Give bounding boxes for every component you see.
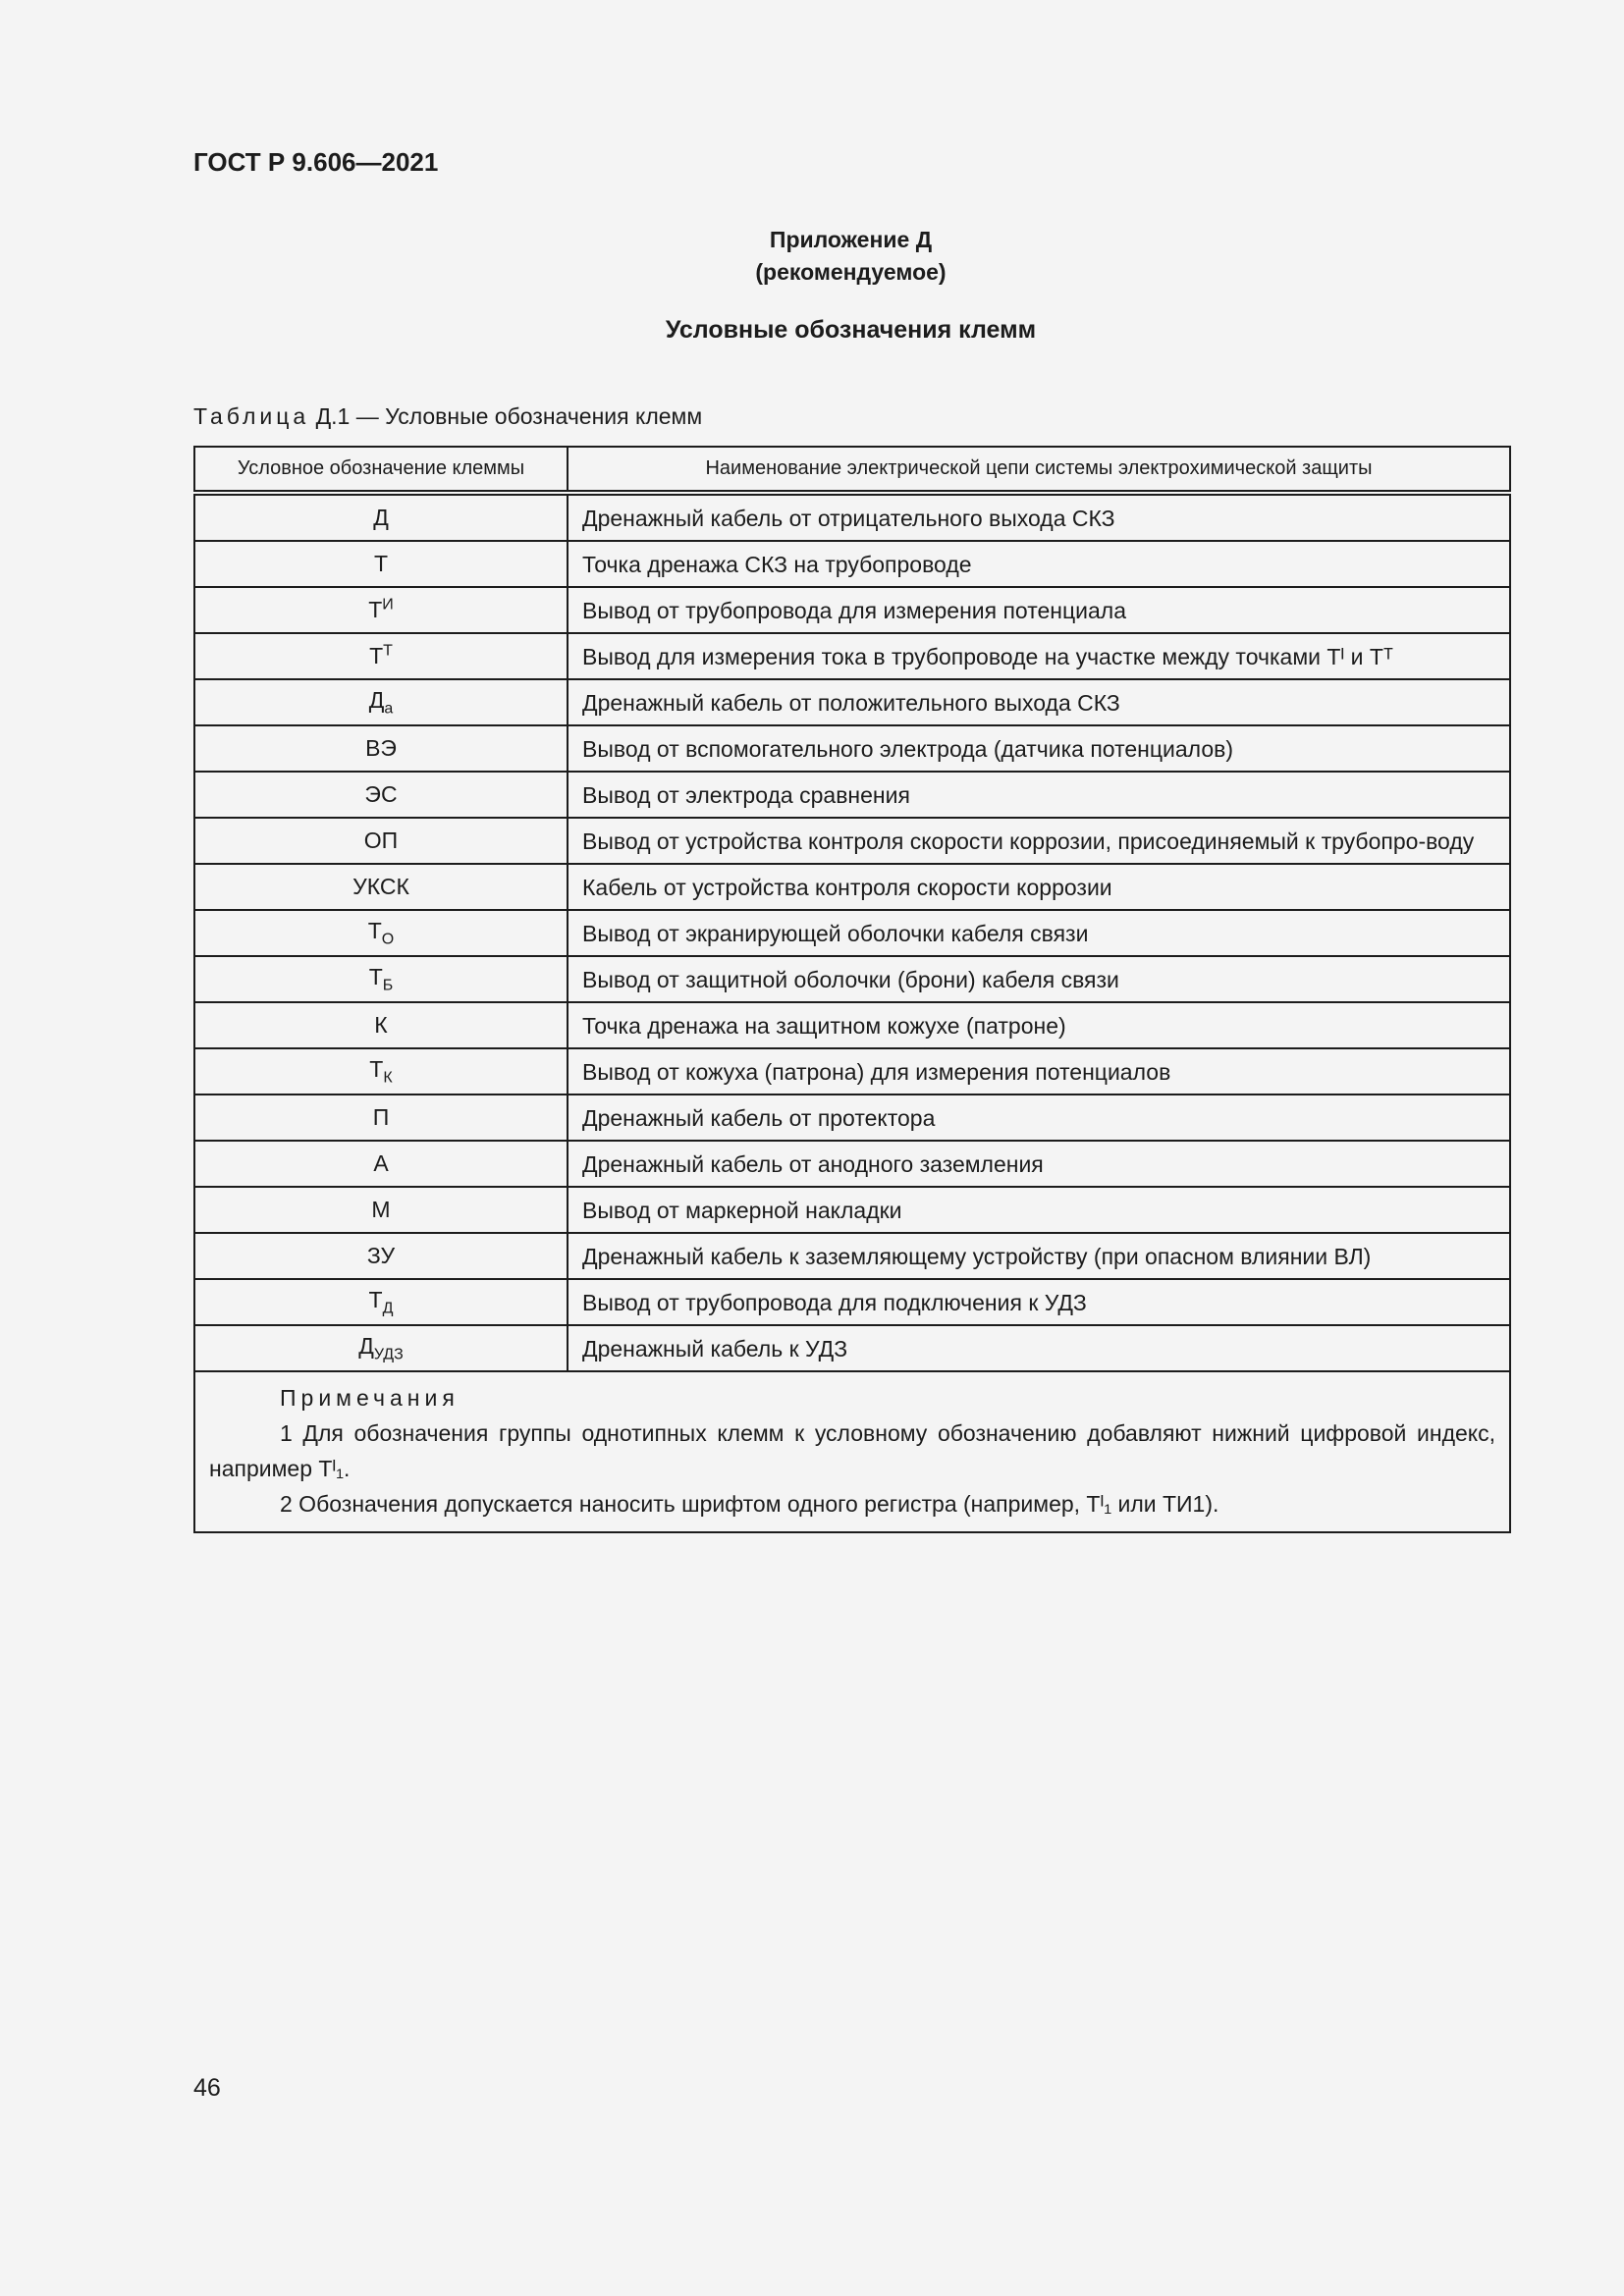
terminal-symbol-cell — [194, 910, 568, 956]
circuit-name-cell: Вывод от маркерной накладки — [568, 1187, 1510, 1233]
terminal-symbol — [371, 1197, 390, 1222]
terminal-symbol — [368, 597, 394, 622]
circuit-name-cell: Вывод от трубопровода для подключения к УДЗ — [568, 1279, 1510, 1325]
table-header-row — [194, 447, 1510, 493]
table-row — [194, 541, 1510, 587]
terminal-symbol-base: Д — [368, 686, 385, 713]
circuit-name-cell: Дренажный кабель от положительного выхода СКЗ — [568, 679, 1510, 725]
terminal-symbol-base: Т — [368, 963, 383, 989]
terminal-symbol — [352, 874, 409, 899]
table-row — [194, 1325, 1510, 1371]
terminal-symbol-subscript: О — [381, 931, 395, 948]
table-row — [194, 818, 1510, 864]
circuit-name-cell: Дренажный кабель от отрицательного выхода СКЗ — [568, 493, 1510, 541]
table-row — [194, 587, 1510, 633]
circuit-name-cell: Вывод от экранирующей оболочки кабеля связи — [568, 910, 1510, 956]
terminal-symbol-base: Т — [368, 597, 383, 623]
terminal-symbol-base: УКСК — [352, 874, 409, 899]
table-row — [194, 1279, 1510, 1325]
terminal-symbol-base: ВЭ — [365, 735, 397, 761]
column-header-symbol: Условное обозначение клеммы — [194, 447, 568, 493]
terminal-symbol — [364, 781, 397, 807]
column-header-circuit-name: Наименование электрической цепи системы электрохимической защиты — [568, 447, 1510, 493]
terminal-symbol — [373, 1104, 390, 1130]
notes-title: Примечания — [280, 1385, 460, 1411]
circuit-name-cell: Вывод от защитной оболочки (брони) кабеля связи — [568, 956, 1510, 1002]
terminal-symbol — [369, 643, 393, 668]
terminal-symbol-base: Д — [373, 505, 389, 530]
table-caption-text: Д.1 — Условные обозначения клемм — [315, 403, 703, 429]
terminal-symbol — [365, 735, 397, 761]
terminal-symbol-cell — [194, 1325, 568, 1371]
circuit-name-cell: Точка дренажа на защитном кожухе (патроне) — [568, 1002, 1510, 1048]
table-row — [194, 633, 1510, 679]
terminal-symbol-cell — [194, 1095, 568, 1141]
terminal-symbol — [367, 1243, 395, 1268]
circuit-name-cell: Вывод от устройства контроля скорости коррозии, присоединяемый к трубопро-воду — [568, 818, 1510, 864]
circuit-name-cell: Дренажный кабель к заземляющему устройству (при опасном влиянии ВЛ) — [568, 1233, 1510, 1279]
table-row — [194, 1187, 1510, 1233]
terminal-symbol-subscript: УДЗ — [373, 1346, 404, 1363]
terminal-symbol-base: ОП — [363, 828, 399, 853]
terminal-symbol-base: Т — [373, 551, 389, 576]
terminal-symbol-subscript: Д — [382, 1300, 394, 1317]
terminal-symbol-base: А — [373, 1150, 389, 1176]
terminal-symbol-cell — [194, 633, 568, 679]
notes-row — [194, 1371, 1510, 1532]
terminal-symbol-base: ЭС — [364, 781, 398, 807]
appendix-title: Приложение Д — [769, 227, 933, 252]
table-row — [194, 679, 1510, 725]
table-caption — [193, 403, 702, 430]
terminal-symbol — [368, 1286, 394, 1317]
terminal-symbol-base: Т — [369, 1055, 384, 1082]
terminal-symbol-cell — [194, 1048, 568, 1095]
terminal-symbol-cell — [194, 1141, 568, 1187]
terminal-symbol-subscript: К — [383, 1069, 393, 1087]
terminal-symbol — [364, 828, 398, 853]
note-item: 1 Для обозначения группы однотипных клемм к условному обозначению добавляют нижний цифровой индекс, например Тᴵ₁. — [209, 1420, 1495, 1481]
terminal-symbol-base: ЗУ — [366, 1243, 396, 1268]
circuit-name-cell: Вывод от вспомогательного электрода (датчика потенциалов) — [568, 725, 1510, 772]
terminal-symbol-subscript: а — [384, 700, 394, 718]
terminal-symbol — [368, 686, 394, 718]
table-row — [194, 1233, 1510, 1279]
terminal-symbol-cell — [194, 541, 568, 587]
terminal-symbol-superscript: И — [382, 596, 394, 614]
terminal-symbol — [373, 505, 389, 530]
terminal-symbol-base: М — [371, 1197, 391, 1222]
table-row — [194, 956, 1510, 1002]
document-id: ГОСТ Р 9.606—2021 — [193, 147, 439, 177]
terminal-symbol-superscript: Т — [383, 642, 393, 660]
terminal-symbol-cell — [194, 864, 568, 910]
circuit-name-cell: Точка дренажа СКЗ на трубопроводе — [568, 541, 1510, 587]
terminal-symbol-cell — [194, 818, 568, 864]
terminal-symbol-cell — [194, 1233, 568, 1279]
terminal-symbol-cell — [194, 956, 568, 1002]
terminal-symbol-cell — [194, 1279, 568, 1325]
terminal-symbol-base: Т — [368, 1286, 383, 1312]
table-row — [194, 1048, 1510, 1095]
table-row — [194, 864, 1510, 910]
note-item: 2 Обозначения допускается наносить шрифтом одного регистра (например, Тᴵ₁ или ТИ1). — [280, 1491, 1219, 1517]
table-row — [194, 910, 1510, 956]
appendix-heading — [0, 224, 1624, 289]
table-row — [194, 725, 1510, 772]
terminal-symbol-base: Д — [358, 1332, 374, 1359]
terminal-symbol-base: П — [372, 1104, 390, 1130]
terminal-symbol — [373, 1150, 388, 1176]
appendix-subtitle: (рекомендуемое) — [755, 259, 947, 285]
circuit-name-cell: Вывод от электрода сравнения — [568, 772, 1510, 818]
terminal-symbol-cell — [194, 1187, 568, 1233]
terminal-symbol-cell — [194, 1002, 568, 1048]
circuit-name-cell: Вывод от кожуха (патрона) для измерения потенциалов — [568, 1048, 1510, 1095]
terminal-symbol — [368, 963, 394, 994]
circuit-name-cell: Вывод от трубопровода для измерения потенциала — [568, 587, 1510, 633]
table-row — [194, 1002, 1510, 1048]
terminal-symbol-cell — [194, 587, 568, 633]
terminal-symbol — [369, 1055, 393, 1087]
circuit-name-cell: Кабель от устройства контроля скорости коррозии — [568, 864, 1510, 910]
terminal-symbol-cell — [194, 679, 568, 725]
table-row — [194, 772, 1510, 818]
table-row — [194, 1141, 1510, 1187]
terminal-symbol-base: К — [374, 1012, 388, 1038]
circuit-name-cell: Дренажный кабель от анодного заземления — [568, 1141, 1510, 1187]
table-row — [194, 1095, 1510, 1141]
section-title: Условные обозначения клемм — [665, 316, 1037, 344]
circuit-name-cell: Дренажный кабель к УДЗ — [568, 1325, 1510, 1371]
terminal-symbol — [374, 551, 388, 576]
circuit-name-cell: Дренажный кабель от протектора — [568, 1095, 1510, 1141]
terminal-symbol-cell — [194, 493, 568, 541]
terminal-symbol-subscript: Б — [382, 977, 394, 994]
terminal-symbol — [358, 1332, 404, 1363]
table-row — [194, 493, 1510, 541]
terminals-table — [193, 446, 1511, 1533]
terminal-symbol-cell — [194, 725, 568, 772]
page-number: 46 — [193, 2074, 221, 2102]
terminal-symbol — [374, 1012, 387, 1038]
terminal-symbol — [367, 917, 395, 948]
terminal-symbol-cell — [194, 772, 568, 818]
notes-cell — [194, 1371, 1510, 1532]
circuit-name-cell: Вывод для измерения тока в трубопроводе на участке между точками Тᴵ и Тᵀ — [568, 633, 1510, 679]
terminal-symbol-base: Т — [369, 643, 384, 669]
table-caption-label: Таблица — [193, 403, 310, 429]
terminal-symbol-base: Т — [367, 917, 382, 943]
